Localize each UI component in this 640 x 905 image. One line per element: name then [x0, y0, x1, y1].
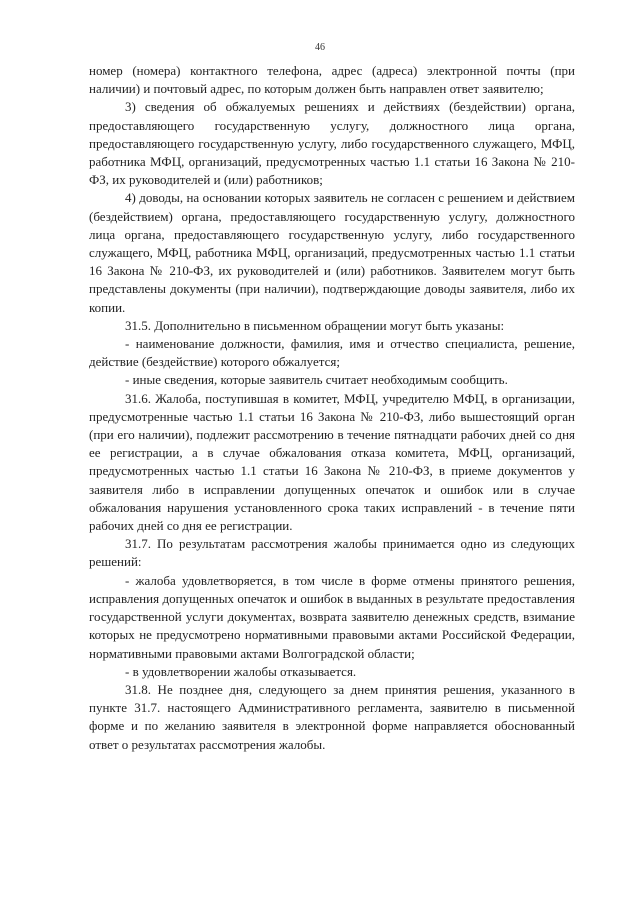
paragraph-contact-info: номер (номера) контактного телефона, адрес (адреса) электронной почты (при наличии) и почтовый адрес, по которым должен быть направлен ответ заявителю; [89, 63, 575, 97]
paragraph-31-7-bullet-1: - жалоба удовлетворяется, в том числе в форме отмены принятого решения, исправления допущенных опечаток и ошибок в выданных в результате предоставления государственной услуги документах, возврата заявителю денежных средств, взимание которых не предусмотрено нормативными правовыми актами Российской Федерации, нормативными правовыми актами Волгоградской области; [89, 572, 575, 661]
paragraph-31-7-bullet-2: - в удовлетворении жалобы отказывается. [125, 663, 357, 679]
paragraph-31-6: 31.6. Жалоба, поступившая в комитет, МФЦ, учредителю МФЦ, в организации, предусмотренные частью 1.1 статьи 16 Закона № 210-ФЗ, либо вышестоящий орган (при его наличии), подлежит рассмотрению в течение пятнадцати рабочих дней со дня ее регистрации, а в случае обжалования отказа комитета, МФЦ, организаций, предусмотренных частью 1.1 статьи 16 Закона № 210-ФЗ, в приеме документов у заявителя либо в исправлении допущенных опечаток и ошибок или в случае обжалования нарушения установленного срока таких исправлений - в течение пяти рабочих дней со дня ее регистрации. [89, 390, 575, 534]
page-number: 46 [315, 42, 325, 53]
paragraph-31-5-bullet-2: - иные сведения, которые заявитель считает необходимым сообщить. [125, 372, 508, 388]
paragraph-31-8: 31.8. Не позднее дня, следующего за днем принятия решения, указанного в пункте 31.7. настоящего Административного регламента, заявителю в письменной форме и по желанию заявителя в электронной форме направляется обоснованный ответ о результатах рассмотрения жалобы. [89, 681, 575, 752]
paragraph-31-5-bullet-1: - наименование должности, фамилия, имя и отчество специалиста, решение, действие (бездействие) которого обжалуется; [89, 336, 575, 370]
paragraph-31-7: 31.7. По результатам рассмотрения жалобы принимается одно из следующих решений: [89, 536, 575, 570]
document-body [89, 62, 575, 754]
paragraph-item-4: 4) доводы, на основании которых заявитель не согласен с решением и действием (бездействием) органа, предоставляющего государственную услугу, должностного лица органа, предоставляющего государственную услугу, либо государственного служащего, МФЦ, работника МФЦ, организаций, предусмотренных частью 1.1 статьи 16 Закона № 210-ФЗ, их руководителей и (или) работников. Заявителем могут быть представлены документы (при наличии), подтверждающие доводы заявителя, либо их копии. [89, 190, 575, 315]
paragraph-31-5: 31.5. Дополнительно в письменном обращении могут быть указаны: [125, 317, 505, 333]
paragraph-item-3: 3) сведения об обжалуемых решениях и действиях (бездействии) органа, предоставляющего государственную услугу, должностного лица органа, предоставляющего государственную услугу, либо государственного служащего, МФЦ, работника МФЦ, организаций, предусмотренных частью 1.1 статьи 16 Закона № 210-ФЗ, их руководителей и (или) работников; [89, 99, 575, 188]
